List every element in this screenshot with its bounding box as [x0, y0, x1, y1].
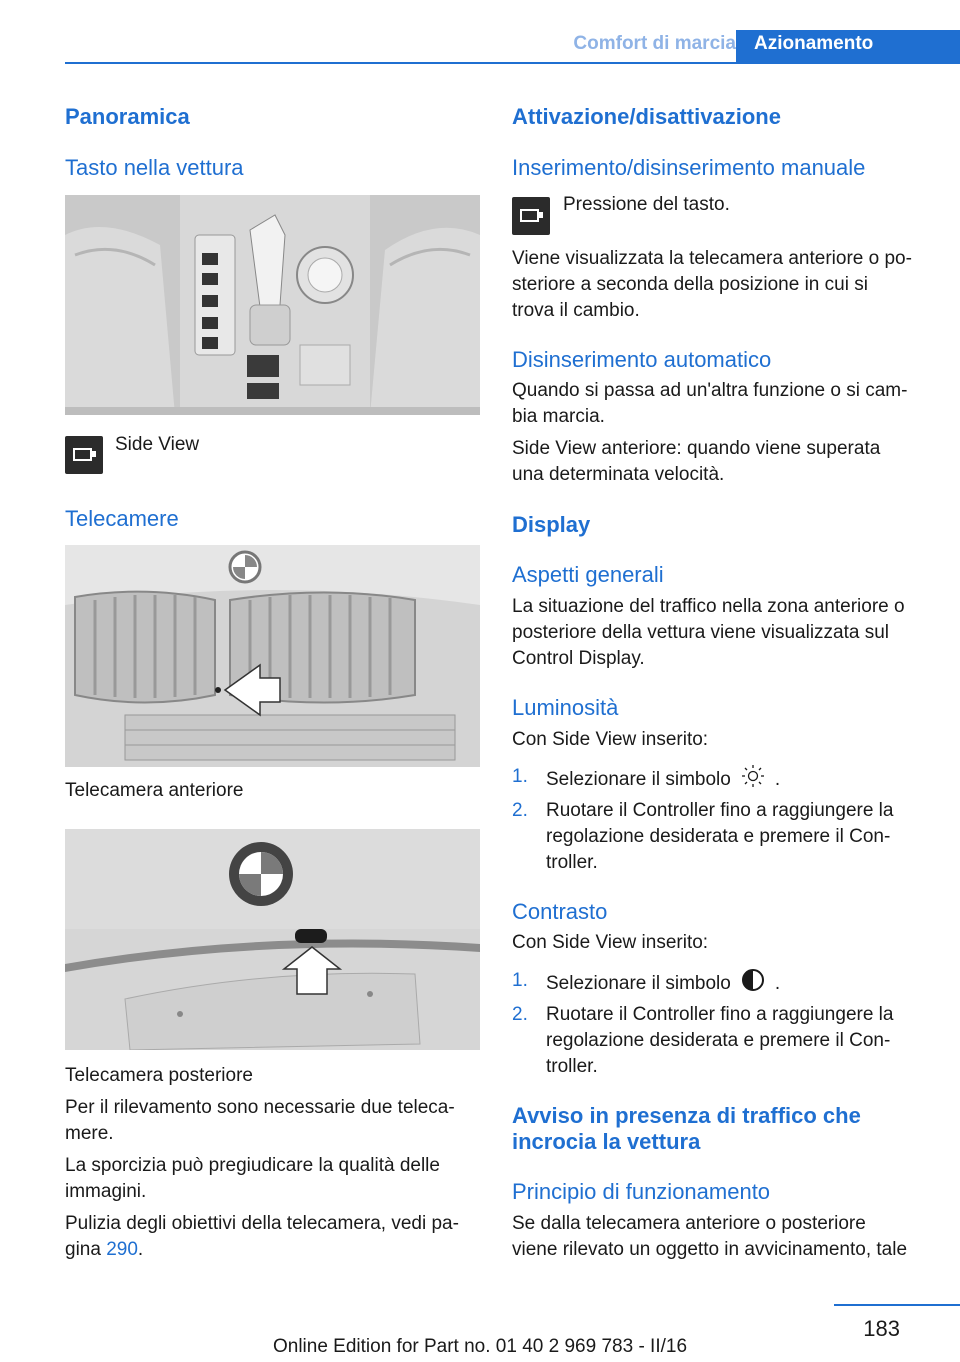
step-number: 2. — [512, 800, 528, 821]
principle-l1: Se dalla telecamera anteriore o posteriore — [512, 1213, 866, 1234]
brightness-step-1 — [512, 764, 932, 790]
step-number: 1. — [512, 970, 528, 991]
step-text-l3: troller. — [546, 1056, 598, 1077]
para-two-cameras-l2: mere. — [65, 1123, 114, 1144]
page-number: 183 — [863, 1316, 900, 1341]
heading-contrast: Contrasto — [512, 899, 608, 924]
shown-l2: steriore a seconda della posizione in cui si — [512, 274, 868, 295]
step-period: . — [774, 769, 781, 791]
para-two-cameras-l1: Per il rilevamento sono necessarie due teleca- — [65, 1097, 455, 1118]
heading-cameras: Telecamere — [65, 506, 179, 531]
para-cleaning-post: . — [137, 1239, 144, 1260]
heading-overview: Panoramica — [65, 104, 190, 129]
contrast-step-1 — [512, 968, 932, 994]
side-view-camera-icon — [512, 197, 550, 235]
step-period: . — [774, 973, 781, 995]
heading-brightness: Luminosità — [512, 695, 619, 720]
contrast-circle-icon — [741, 968, 765, 1000]
footer-rule — [834, 1304, 960, 1306]
header-section: Comfort di marcia — [573, 33, 736, 54]
para-cleaning-l1: Pulizia degli obiettivi della telecamera, vedi pa- — [65, 1213, 459, 1234]
auto-off-l2: bia marcia. — [512, 406, 605, 427]
heading-cross-traffic-l2: incrocia la vettura — [512, 1129, 701, 1154]
contrast-intro: Con Side View inserito: — [512, 932, 709, 953]
step-number: 2. — [512, 1004, 528, 1025]
step-text: Selezionare il simbolo — [546, 973, 731, 995]
para-cleaning-pre: gina — [65, 1239, 107, 1260]
step-text-l2: regolazione desiderata e premere il Con- — [546, 1030, 891, 1051]
photo-center-console — [65, 195, 480, 415]
side-view-camera-icon — [65, 436, 103, 474]
heading-button-in-vehicle: Tasto nella vettura — [65, 155, 244, 180]
para-dirt-l2: immagini. — [65, 1181, 147, 1202]
heading-principle: Principio di funzionamento — [512, 1179, 771, 1204]
general-l3: Control Display. — [512, 648, 645, 669]
step-number: 1. — [512, 766, 528, 787]
heading-manual-switch: Inserimento/disinserimento manuale — [512, 155, 866, 180]
step-text-l1: Ruotare il Controller fino a raggiungere la — [546, 1004, 894, 1025]
caption-front-camera: Telecamera anteriore — [65, 780, 244, 801]
brightness-step-2 — [512, 798, 932, 876]
contrast-step-2 — [512, 1002, 932, 1080]
step-text-l3: troller. — [546, 852, 598, 873]
caption-rear-camera: Telecamera posteriore — [65, 1065, 253, 1086]
heading-general: Aspetti generali — [512, 562, 664, 587]
heading-cross-traffic-l1: Avviso in presenza di traffico che — [512, 1103, 861, 1128]
step-text-l2: regolazione desiderata e premere il Con- — [546, 826, 891, 847]
heading-activation: Attivazione/disattivazione — [512, 104, 781, 129]
auto-off2-l2: una determinata velocità. — [512, 464, 725, 485]
button-label: Side View — [115, 434, 200, 455]
heading-display: Display — [512, 512, 591, 537]
press-button-text: Pressione del tasto. — [563, 194, 730, 215]
header-chapter-tab: Azionamento — [736, 30, 960, 62]
sun-brightness-icon — [741, 764, 765, 796]
general-l1: La situazione del traffico nella zona anteriore o — [512, 596, 905, 617]
principle-l2: viene rilevato un oggetto in avvicinamento, tale — [512, 1239, 908, 1260]
auto-off2-l1: Side View anteriore: quando viene superata — [512, 438, 881, 459]
photo-rear-camera — [65, 829, 480, 1050]
para-dirt-l1: La sporcizia può pregiudicare la qualità delle — [65, 1155, 440, 1176]
heading-auto-off: Disinserimento automatico — [512, 347, 772, 372]
shown-l3: trova il cambio. — [512, 300, 640, 321]
brightness-intro: Con Side View inserito: — [512, 729, 709, 750]
photo-front-camera — [65, 545, 480, 767]
para-cleaning-l2 — [65, 1237, 143, 1263]
page-link-290[interactable]: 290 — [106, 1239, 138, 1260]
step-text-l1: Ruotare il Controller fino a raggiungere la — [546, 800, 894, 821]
shown-l1: Viene visualizzata la telecamera anteriore o po- — [512, 248, 912, 269]
edition-line: Online Edition for Part no. 01 40 2 969 783 - II/16 — [272, 1336, 688, 1357]
general-l2: posteriore della vettura viene visualizzata sul — [512, 622, 890, 643]
header-rule — [65, 62, 960, 64]
step-text: Selezionare il simbolo — [546, 769, 731, 791]
auto-off-l1: Quando si passa ad un'altra funzione o si cam- — [512, 380, 908, 401]
